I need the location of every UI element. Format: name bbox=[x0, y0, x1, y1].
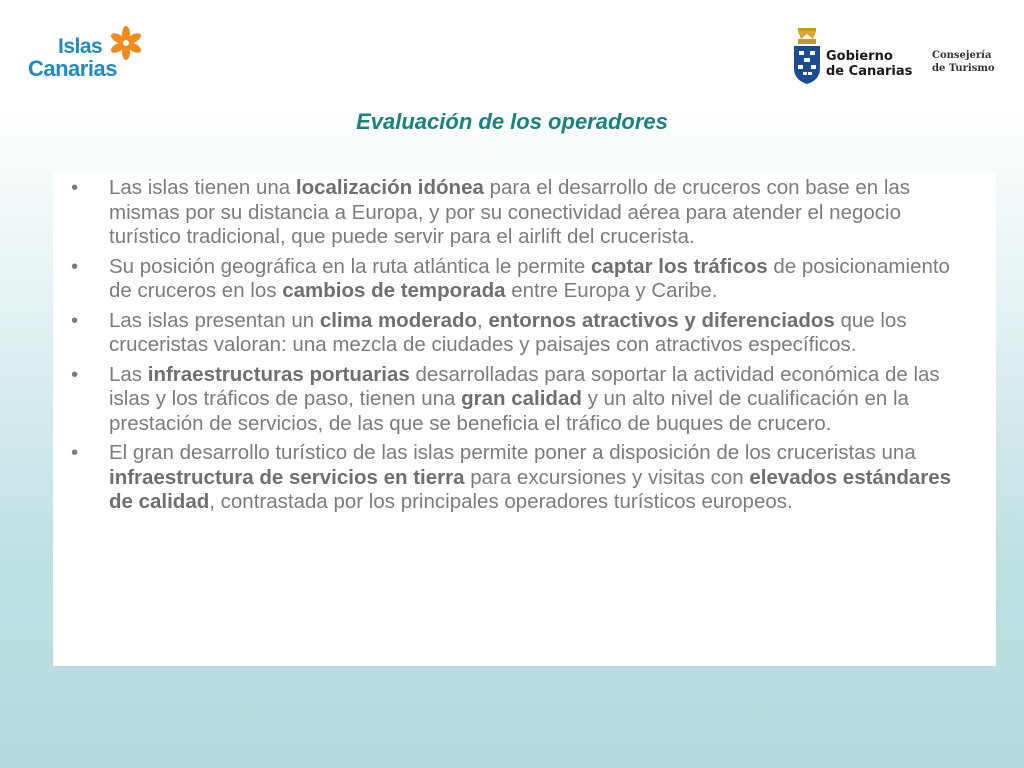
islas-canarias-logo bbox=[27, 26, 147, 82]
coat-of-arms-icon bbox=[790, 26, 824, 86]
bullet-dot: • bbox=[71, 176, 79, 199]
bullet-dot: • bbox=[71, 441, 79, 464]
bullet-item: • Las islas tienen una localización idónea para el desarrollo de cruceros con base en las mismas por su distancia a Europa, y por su conectividad aérea para atender el negocio turístico tradicional, que puede servir para el airlift del crucerista. bbox=[71, 176, 911, 248]
bullet-dot: • bbox=[71, 308, 79, 332]
gov-name-line2: de Canarias bbox=[826, 64, 913, 79]
logo-word-islas: Islas bbox=[58, 35, 103, 58]
bullet-item: • El gran desarrollo turístico de las islas permite poner a disposición de los cruceristas una infraestructura de servicios en tierra para excursiones y visitas con elevados estándares de calidad, contrastada por los principales operadores turísticos europeos. bbox=[71, 441, 952, 513]
gobierno-canarias-logo bbox=[790, 26, 1000, 88]
flower-icon bbox=[109, 26, 143, 60]
bullet-dot: • bbox=[71, 362, 79, 386]
bullet-list bbox=[53, 176, 973, 520]
content-panel bbox=[53, 173, 996, 666]
dept-name-line2: de Turismo bbox=[932, 63, 995, 74]
dept-name-line1: Consejería bbox=[932, 50, 992, 61]
bullet-item: • Su posición geográfica en la ruta atlántica le permite captar los tráficos de posicionamiento de cruceros en los cambios de temporada entre Europa y Caribe. bbox=[71, 254, 950, 302]
bullet-dot: • bbox=[71, 254, 79, 278]
gov-name-line1: Gobierno bbox=[826, 49, 893, 64]
logo-word-canarias: Canarias bbox=[28, 56, 117, 81]
bullet-item: • Las islas presentan un clima moderado, entornos atractivos y diferenciados que los cruceristas valoran: una mezcla de ciudades y paisajes con atractivos específicos. bbox=[71, 308, 907, 356]
bullet-item: • Las infraestructuras portuarias desarrolladas para soportar la actividad económica de las islas y los tráficos de paso, tienen una gran calidad y un alto nivel de cualificación en la prestación de servicios, de las que se beneficia el tráfico de buques de crucero. bbox=[71, 362, 940, 435]
slide-title: Evaluación de los operadores bbox=[356, 109, 668, 134]
